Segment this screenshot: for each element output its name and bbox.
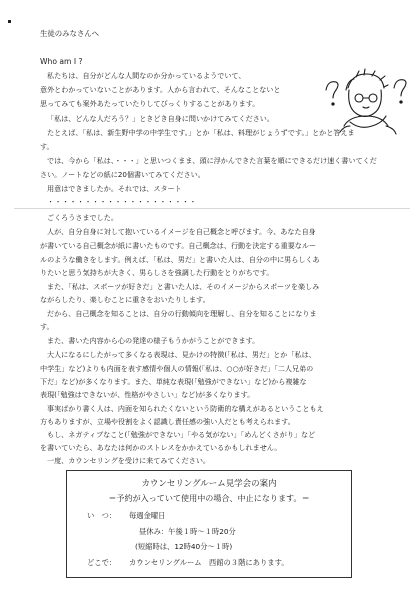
body-line: 事実ばかり書く人は、内面を知られたくないという防衛的な構えがあるということもえ [47,404,324,413]
body-line: もし、ネガティブなこと(「勉強ができない」「やる気がない」「めんどくさがり」など [47,430,316,439]
body-line: だから、自己概念を知ることは、自分の行動傾向を理解し、自分を知ることになりま [47,309,317,318]
body-line: ルのような働きをします。例えば、「私は、男だ」と書いた人は、自分の中に男らしくあ [40,255,320,264]
short-schedule-value: (短縮時は、12時40分〜１時) [135,542,233,551]
intro-line: 用意はできましたか。それでは、スタート [47,184,182,193]
intro-line: 思ってみても案外あたっていたりしてびっくりすることがあります。 [40,99,260,108]
intro-line: では、今から「私は、・・・」と思いつくまま、頭に浮かんできた言葉を順にできるだけ速く書いてくだ [47,156,377,165]
intro-line: 私たちは、自分がどんな人間なのか分かっているようでいて、 [47,71,246,80]
when-label: い つ： [87,511,117,520]
body-line: 方もありますが、立場や役割をよく認識し責任感の強い人だとも考えられます。 [40,417,295,426]
page-mark [8,20,11,23]
section-divider [14,208,410,209]
body-line: 下だ」など)が多くなります。また、単純な表現(「勉強ができない」など)から複雑な [40,377,307,386]
body-line: 一度、カウンセリングを受けに来てみてください。 [47,456,211,465]
intro-heading: Who am I ? [40,57,83,66]
where-value: カウンセリングルーム 西館の３階にあります。 [129,558,289,567]
thinking-student-illustration [320,60,412,150]
when-value: 毎週金曜日 [129,511,166,520]
greeting-line: 生徒のみなさんへ [40,29,99,38]
body-line: 大人になるにしたがって多くなる表現は、見かけの特徴(「私は、男だ」とか「私は、 [47,350,316,359]
body-line: また、「私は、スポーツが好きだ」と書いた人は、そのイメージからスポーツを楽しみ [47,282,320,291]
info-box-subtitle: ＝予約が入っていて使用中の場合、中止になります。＝ [108,493,310,503]
intro-line: 意外とわかっていないことがあります。人から言われて、そんなことないと [40,85,281,94]
info-box-title: カウンセリングルーム見学会の案内 [141,478,277,488]
body-line: りたいと思う気持ちが大きく、男らしさを強調した行動をとりがちです。 [40,268,274,277]
intro-line: さい。ノートなどの紙に20個書いてみてください。 [40,170,205,179]
intro-line: す。 [40,142,54,151]
dotted-line: ・・・・・・・・・・・・・・・・・・・・ [47,197,197,206]
where-label: どこで： [87,558,117,567]
body-line: 中学生」など)よりも内面を表す感情や個人の情報(「私は、○○が好きだ」「二人兄弟の [40,364,314,373]
intro-line: たとえば、「私は、新生野中学の中学生です。」とか「私は、料理がじょうずです。」とかと答えま [47,128,355,137]
body-line: 表現(「勉強はできないが、性格がやさしい」など)が多くなります。 [40,390,255,399]
time-value: 昼休み：午後１時〜１時20分 [139,527,236,536]
body-line: す。 [40,322,54,331]
body-line: が書いている自己概念が紙に書いたものです。自己概念は、行動を決定する重要なルー [40,241,317,250]
body-line: ながらしたり、楽しむことに重きをおいたりします。 [40,295,210,304]
body-line: また、書いた内容から心の発達の様子もうかがうことができます。 [47,336,260,345]
body-line: を書いていたら、あなたは何かのストレスをかかえているかもしれません。 [40,443,282,452]
intro-line: 「私は、どんな人だろう？」ときどき自身に問いかけてみてください。 [47,114,274,123]
body-line: 人が、自分自身に対して抱いているイメージを自己概念と呼びます。今、あなた自身 [47,227,316,236]
counseling-info-box [66,470,352,578]
body-line: ごくろうさまでした。 [47,213,118,222]
